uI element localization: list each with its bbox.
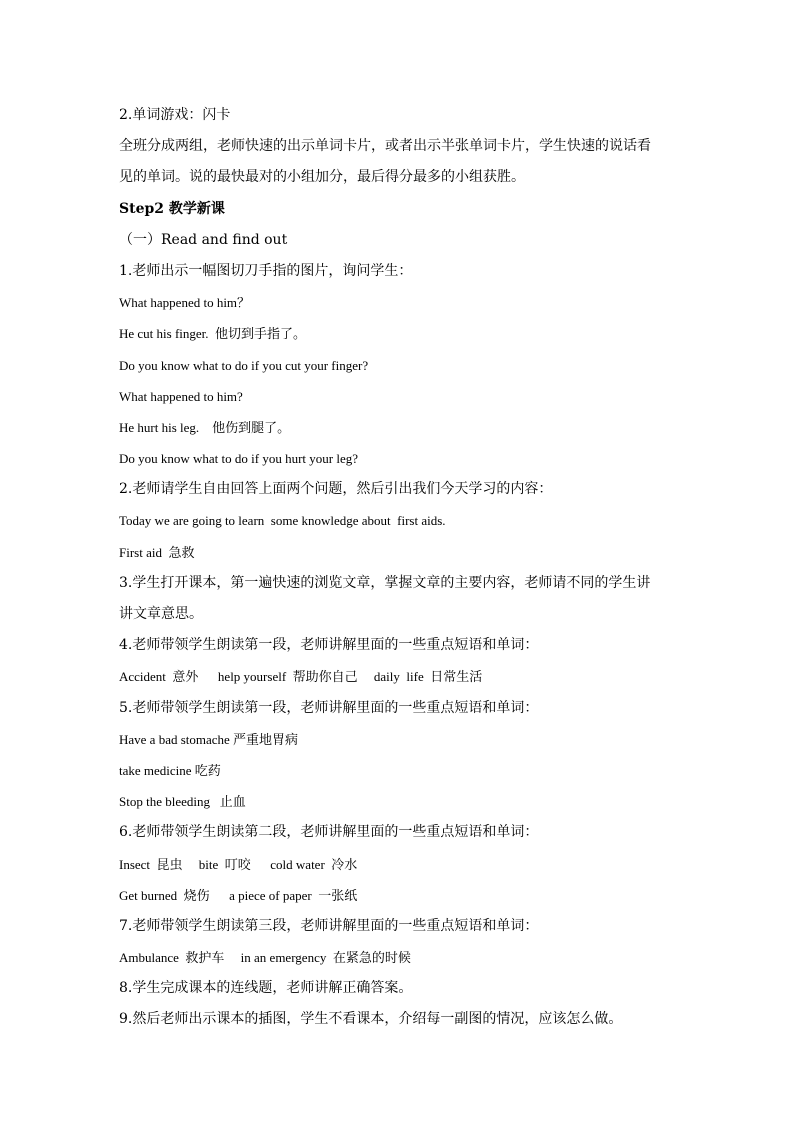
vocabulary-line: take medicine 吃药 bbox=[119, 762, 221, 778]
paragraph-line: 3.学生打开课本，第一遍快速的浏览文章，掌握文章的主要内容，老师请不同的学生讲 bbox=[119, 574, 651, 591]
paragraph-line: 6.老师带领学生朗读第二段，老师讲解里面的一些重点短语和单词： bbox=[119, 824, 539, 841]
english-line: What happened to him? bbox=[119, 388, 243, 404]
english-line: He hurt his leg. 他伤到腿了。 bbox=[119, 419, 291, 435]
english-line: Today we are going to learn some knowledge about first aids. bbox=[119, 513, 446, 529]
paragraph-line: 1.老师出示一幅图切刀手指的图片，询问学生： bbox=[119, 262, 413, 279]
paragraph-line: 全班分成两组，老师快速的出示单词卡片，或者出示半张单词卡片，学生快速的说话看 bbox=[119, 138, 651, 155]
english-line: Do you know what to do if you cut your finger? bbox=[119, 357, 369, 373]
paragraph-line: 讲文章意思。 bbox=[119, 606, 203, 622]
document-page bbox=[119, 100, 679, 1036]
english-line: He cut his finger. 他切到手指了。 bbox=[119, 326, 307, 342]
game-heading: 2.单词游戏：闪卡 bbox=[119, 107, 231, 123]
step-heading: Step2 教学新课 bbox=[119, 200, 225, 217]
paragraph-line: 5.老师带领学生朗读第一段，老师讲解里面的一些重点短语和单词： bbox=[119, 699, 539, 716]
paragraph-line: 7.老师带领学生朗读第三段，老师讲解里面的一些重点短语和单词： bbox=[119, 917, 539, 934]
vocabulary-line: Insect 昆虫 bite 叮咬 cold water 冷水 bbox=[119, 856, 358, 872]
vocabulary-line: Stop the bleeding 止血 bbox=[119, 794, 246, 810]
vocabulary-line: Have a bad stomache 严重地胃病 bbox=[119, 731, 299, 747]
paragraph-line: 4.老师带领学生朗读第一段，老师讲解里面的一些重点短语和单词： bbox=[119, 637, 539, 654]
english-line: First aid 急救 bbox=[119, 544, 195, 560]
vocabulary-line: Get burned 烧伤 a piece of paper 一张纸 bbox=[119, 887, 358, 903]
english-line: What happened to him？ bbox=[119, 295, 251, 311]
paragraph-line: 9.然后老师出示课本的插图，学生不看课本，介绍每一副图的情况，应该怎么做。 bbox=[119, 1011, 623, 1028]
vocabulary-line: Accident 意外 help yourself 帮助你自己 daily life 日常生活 bbox=[119, 669, 483, 685]
paragraph-line: 8.学生完成课本的连线题，老师讲解正确答案。 bbox=[119, 980, 413, 997]
paragraph-line: 见的单词。说的最快最对的小组加分，最后得分最多的小组获胜。 bbox=[119, 169, 525, 186]
paragraph-line: 2.老师请学生自由回答上面两个问题，然后引出我们今天学习的内容： bbox=[119, 481, 553, 498]
english-line: Do you know what to do if you hurt your leg? bbox=[119, 451, 359, 467]
vocabulary-line: Ambulance 救护车 in an emergency 在紧急的时候 bbox=[119, 950, 411, 966]
section-heading: （一）Read and find out bbox=[119, 231, 288, 248]
